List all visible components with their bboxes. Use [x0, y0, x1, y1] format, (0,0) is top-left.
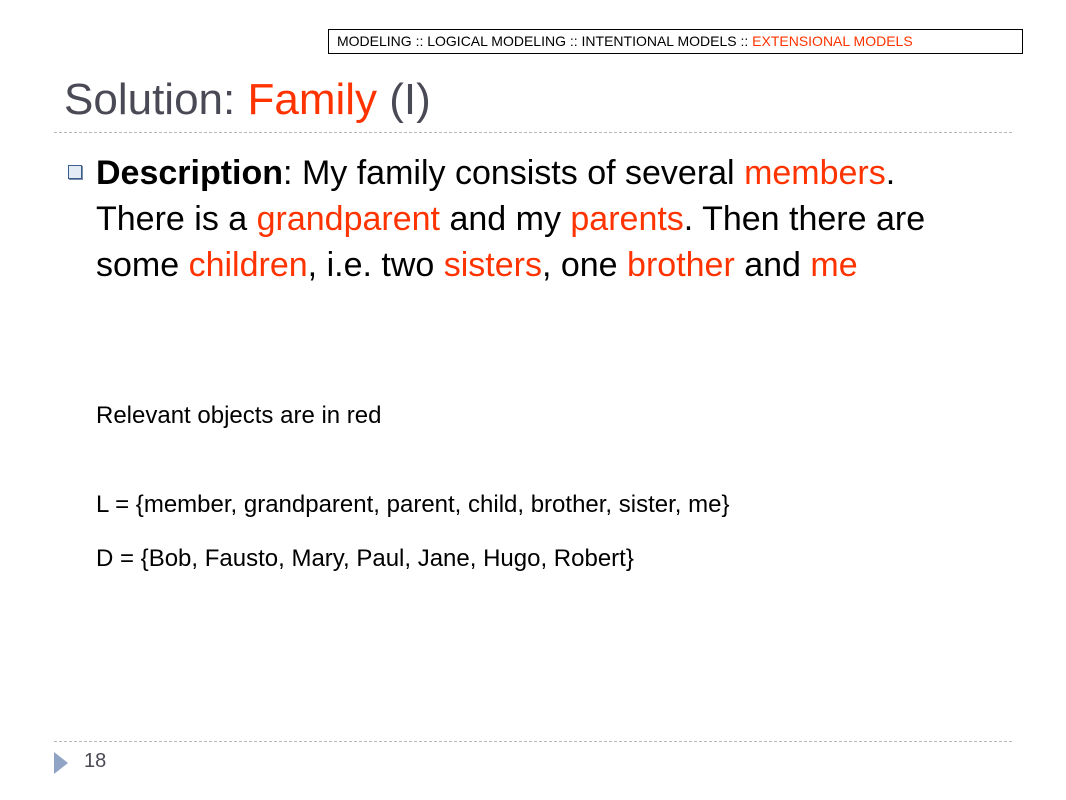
square-bullet-icon	[68, 165, 82, 179]
title-divider	[54, 132, 1012, 133]
breadcrumb-path: MODELING :: LOGICAL MODELING :: INTENTIONAL MODELS ::	[337, 33, 753, 49]
relevant-note: Relevant objects are in red	[96, 402, 382, 429]
desc-text: , one	[541, 246, 628, 284]
breadcrumb	[328, 29, 1023, 54]
title-accent: Family	[247, 75, 378, 124]
desc-highlight: sisters	[443, 246, 542, 284]
desc-text: : My family consists of several	[283, 154, 745, 192]
desc-text: . Then there are some	[96, 200, 926, 284]
desc-highlight: members	[744, 154, 886, 192]
desc-text: and my	[440, 200, 571, 238]
domain-set: D = {Bob, Fausto, Mary, Paul, Jane, Hugo, Robert}	[96, 545, 634, 572]
breadcrumb-current: EXTENSIONAL MODELS	[752, 33, 913, 49]
desc-highlight: me	[810, 246, 858, 284]
description-label: Description	[96, 154, 284, 192]
description-paragraph	[96, 150, 976, 288]
language-set: L = {member, grandparent, parent, child, brother, sister, me}	[96, 491, 730, 518]
footer-divider	[54, 741, 1012, 742]
desc-highlight: grandparent	[256, 200, 440, 238]
slide-title	[64, 72, 431, 128]
desc-text: and	[734, 246, 811, 284]
title-prefix: Solution:	[64, 75, 248, 124]
triangle-arrow-icon	[54, 752, 68, 774]
page-number: 18	[84, 750, 107, 772]
title-suffix: (I)	[377, 75, 431, 124]
desc-text: . There is a	[96, 154, 896, 238]
desc-highlight: brother	[627, 246, 735, 284]
desc-highlight: children	[188, 246, 308, 284]
desc-highlight: parents	[570, 200, 684, 238]
desc-text: , i.e. two	[307, 246, 444, 284]
